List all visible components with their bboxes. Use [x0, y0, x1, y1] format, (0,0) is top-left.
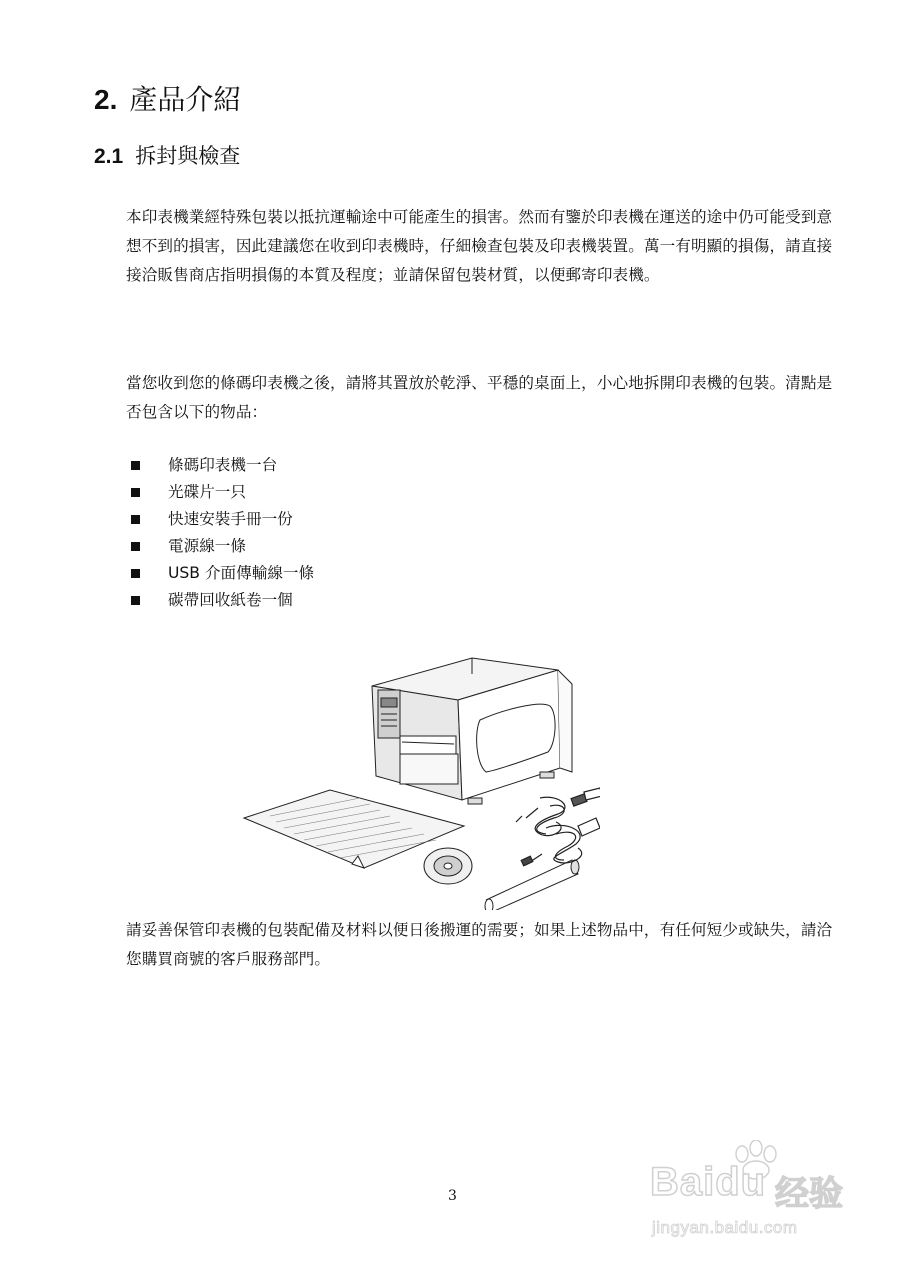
list-item: 快速安裝手冊一份	[126, 506, 314, 533]
printer-illustration	[372, 658, 572, 804]
paper-roll-illustration	[485, 860, 579, 910]
intro-paragraph: 本印表機業經特殊包裝以抵抗運輸途中可能產生的損害。然而有鑒於印表機在運送的途中仍可能受到意想不到的損害，因此建議您在收到印表機時，仔細檢查包裝及印表機裝置。萬一有明顯的損傷，請直接接洽販售商店指明損傷的本質及程度；並請保留包裝材質，以便郵寄印表機。	[126, 208, 833, 284]
square-bullet-icon	[131, 461, 140, 470]
square-bullet-icon	[131, 488, 140, 497]
list-item: 電源線一條	[126, 533, 314, 560]
list-item: 條碼印表機一台	[126, 452, 314, 479]
page-number: 3	[448, 1188, 457, 1204]
square-bullet-icon	[131, 596, 140, 605]
square-bullet-icon	[131, 569, 140, 578]
baidu-watermark	[640, 1140, 860, 1250]
watermark-cn: 经验	[775, 1174, 843, 1214]
watermark-url: jingyan.baidu.com	[652, 1218, 798, 1237]
list-item: 碳帶回收紙卷一個	[126, 587, 314, 614]
list-item: USB 介面傳輸線一條	[126, 560, 314, 587]
square-bullet-icon	[131, 542, 140, 551]
usb-cable-illustration	[521, 818, 600, 866]
watermark-logo: Baidu	[650, 1160, 767, 1204]
list-item: 光碟片一只	[126, 479, 314, 506]
section-heading	[94, 78, 241, 118]
subsection-title: 拆封與檢查	[135, 144, 241, 168]
section-number: 2.	[94, 84, 118, 115]
cd-illustration	[424, 848, 472, 884]
subsection-heading	[94, 140, 240, 170]
square-bullet-icon	[131, 515, 140, 524]
package-contents-illustration	[240, 648, 600, 910]
storage-paragraph: 請妥善保管印表機的包裝配備及材料以便日後搬運的需要；如果上述物品中，有任何短少或缺失，請洽您購買商號的客戶服務部門。	[126, 921, 833, 968]
unpack-paragraph: 當您收到您的條碼印表機之後，請將其置放於乾淨、平穩的桌面上，小心地拆開印表機的包裝。清點是否包含以下的物品：	[126, 374, 833, 421]
subsection-number: 2.1	[94, 145, 124, 168]
section-title: 產品介紹	[129, 83, 242, 116]
package-contents-list	[126, 452, 314, 614]
